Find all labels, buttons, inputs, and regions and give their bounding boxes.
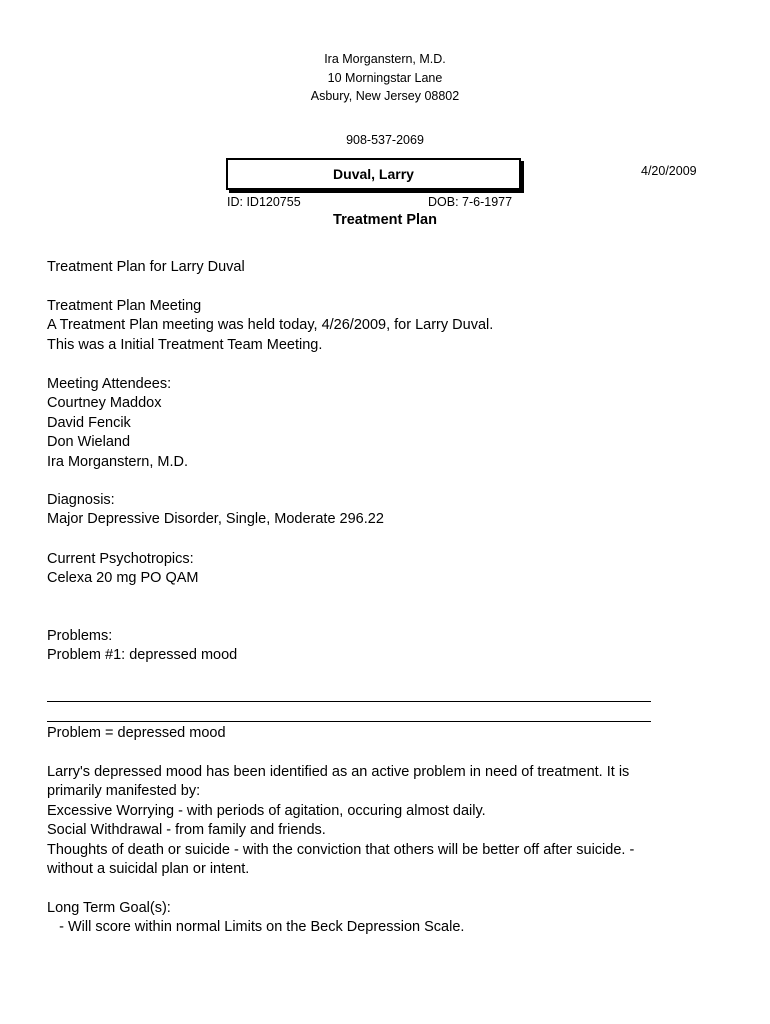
meeting-section [47,297,687,355]
problems-section [47,627,687,666]
phone-number: 908-537-2069 [346,133,424,147]
diagnosis-section [47,491,687,530]
goals-heading: Long Term Goal(s): [47,900,171,916]
diagnosis-value: Major Depressive Disorder, Single, Moderate 296.22 [47,511,384,528]
patient-dob: DOB: 7-6-1977 [428,195,513,209]
patient-id: ID: ID120755 [227,195,301,209]
problem-detail-line: Social Withdrawal - from family and friends. [47,822,326,839]
attendee-item: Ira Morganstern, M.D. [47,453,189,470]
attendees-heading: Meeting Attendees: [47,376,172,392]
problem-label: Problem = depressed mood [47,725,226,741]
problem-item: Problem #1: depressed mood [47,647,238,664]
problem-detail-line: Larry's depressed mood has been identified as an active problem in need of treatment. It is [47,764,630,780]
meeting-heading: Treatment Plan Meeting [47,298,202,314]
document-title: Treatment Plan [333,212,437,228]
attendee-item: David Fencik [47,414,131,431]
problem-label-section [47,724,687,743]
psychotropics-section [47,550,687,589]
address-line-1: 10 Morningstar Lane [327,71,443,85]
plan-for-line: Treatment Plan for Larry Duval [47,259,245,275]
physician-name: Ira Morganstern, M.D. [324,52,446,66]
problems-heading: Problems: [47,628,113,644]
document-date: 4/20/2009 [641,164,697,178]
divider-line [47,701,651,702]
problem-detail-line: without a suicidal plan or intent. [47,861,250,878]
problem-detail-section [47,763,687,879]
address-line-2: Asbury, New Jersey 08802 [310,89,460,103]
meeting-line-1: A Treatment Plan meeting was held today, 4/26/2009, for Larry Duval. [47,317,494,334]
attendee-item: Don Wieland [47,434,131,451]
psychotropics-heading: Current Psychotropics: [47,551,194,567]
problem-detail-line: Thoughts of death or suicide - with the conviction that others will be better off after suicide. - [47,841,635,858]
meeting-line-2: This was a Initial Treatment Team Meeting. [47,336,323,353]
diagnosis-heading: Diagnosis: [47,492,115,508]
goals-section [47,899,687,938]
attendee-item: Courtney Maddox [47,395,162,412]
attendees-section [47,375,687,472]
patient-name-box: Duval, Larry [226,158,521,190]
problem-detail-line: primarily manifested by: [47,783,201,800]
goal-item: - Will score within normal Limits on the Beck Depression Scale. [47,919,465,936]
problem-detail-line: Excessive Worrying - with periods of agitation, occuring almost daily. [47,802,486,819]
divider-line [47,721,651,722]
plan-for-section [47,258,687,277]
psychotropics-value: Celexa 20 mg PO QAM [47,570,199,587]
